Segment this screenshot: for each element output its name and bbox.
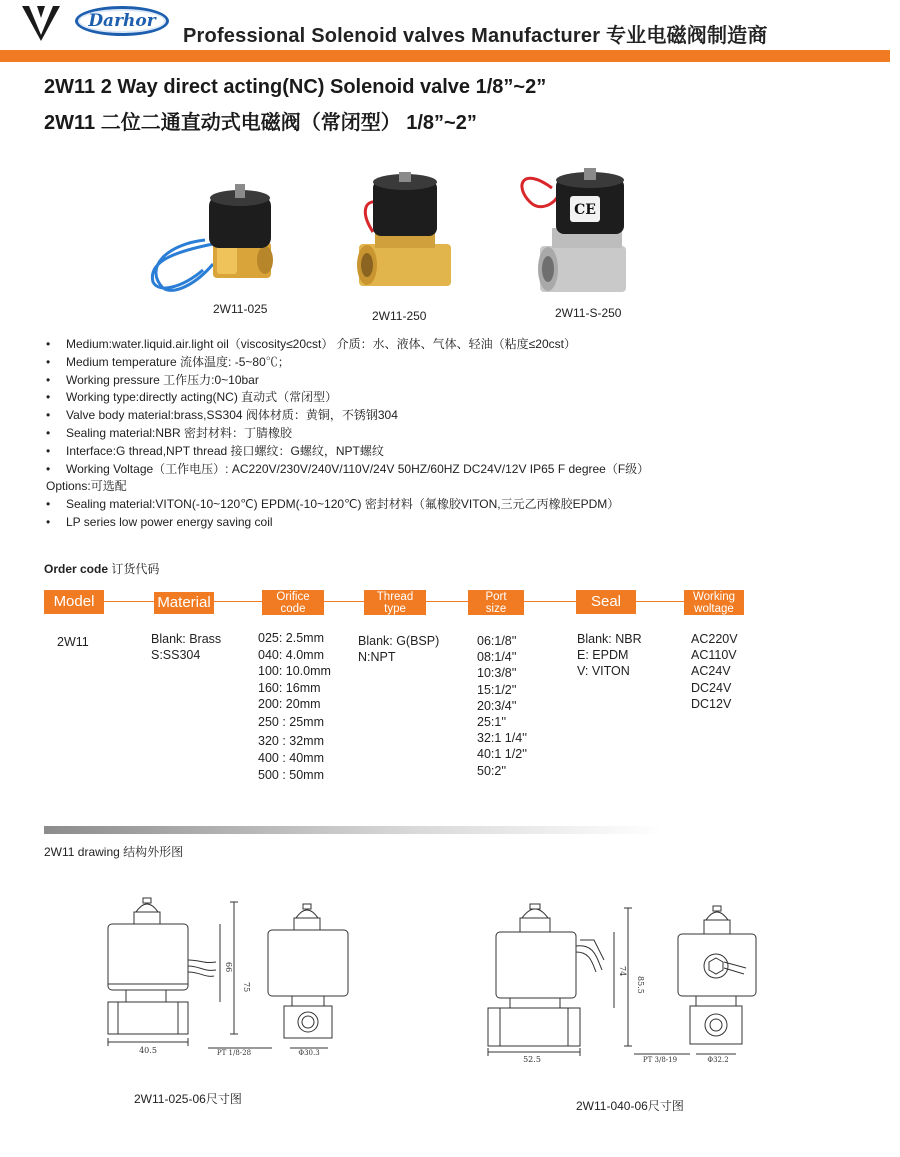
product-image-2w11-s-250 xyxy=(512,166,632,302)
port-value: 15:1/2'' xyxy=(477,682,517,697)
spec-text: Working type:directly acting(NC) 直动式（常闭型） xyxy=(66,390,338,405)
product-caption-3: 2W11-S-250 xyxy=(555,306,622,320)
spec-item xyxy=(44,372,864,390)
bullet: • xyxy=(46,337,51,351)
spec-text: Medium temperature 流体温度: -5~80℃； xyxy=(66,354,290,369)
bullet: • xyxy=(46,497,51,512)
option-item xyxy=(44,514,864,532)
bullet: • xyxy=(46,390,51,405)
port-value: 50:2'' xyxy=(477,763,507,778)
product-caption-2: 2W11-250 xyxy=(372,309,427,323)
port-value: 08:1/4'' xyxy=(477,650,517,665)
port-value: 20:3/4'' xyxy=(477,698,517,713)
header-accent-bar xyxy=(0,50,890,62)
orifice-value: 160: 16mm xyxy=(258,680,321,695)
thread-label-line1: Thread xyxy=(376,591,414,603)
dim-height-total: 75 xyxy=(242,982,251,993)
voltage-value: DC12V xyxy=(691,696,732,711)
voltage-value: AC24V xyxy=(691,664,731,679)
front-view xyxy=(108,898,251,1055)
port-value: 25:1'' xyxy=(477,715,507,730)
port-label-line1: Port xyxy=(485,591,507,603)
page-title-cn: 2W11 二位二通直动式电磁阀（常闭型） 1/8”~2” xyxy=(44,112,477,134)
product-image-2w11-025 xyxy=(143,182,283,300)
dim-diameter: Φ32.2 xyxy=(707,1056,729,1064)
spec-item xyxy=(44,443,864,461)
bullet: • xyxy=(46,408,51,423)
side-view xyxy=(634,906,756,1064)
orifice-value: 250 : 25mm xyxy=(258,715,325,729)
port-values xyxy=(477,633,527,779)
material-value: Blank: Brass xyxy=(151,632,222,646)
spec-item xyxy=(44,407,864,425)
drawing-2w11-025-06 xyxy=(96,892,376,1064)
spec-text: Working Voltage（工作电压）: AC220V/230V/240V/110V/24V 50HZ/60HZ DC24V/12V IP65 F degree（F级） xyxy=(66,461,650,476)
spec-text: Sealing material:NBR 密封材料：丁腈橡胶 xyxy=(66,425,293,440)
order-code-title-en: Order code xyxy=(44,562,109,576)
bullet: • xyxy=(46,461,51,476)
section-divider xyxy=(44,826,664,834)
ce-mark: CE xyxy=(574,202,596,218)
bullet: • xyxy=(46,354,51,369)
orifice-values xyxy=(258,631,331,784)
dim-diameter: Φ30.3 xyxy=(298,1049,320,1057)
seal-values xyxy=(577,631,642,679)
bullet: • xyxy=(46,372,51,387)
orifice-value: 100: 10.0mm xyxy=(258,664,331,678)
model-value: 2W11 xyxy=(57,635,89,649)
port-value: 06:1/8'' xyxy=(477,634,517,648)
spec-text: Working pressure 工作压力:0~10bar xyxy=(66,372,259,387)
dim-height-coil: 74 xyxy=(618,966,627,977)
bullet: • xyxy=(46,443,51,458)
voltage-label-line1: Working xyxy=(693,591,735,603)
voltage-value: AC110V xyxy=(691,648,737,663)
order-code-title xyxy=(44,560,159,577)
port-value: 32:1 1/4'' xyxy=(477,731,527,746)
spec-item xyxy=(44,354,864,372)
product-image-2w11-250 xyxy=(355,172,455,300)
orifice-label-line2: code xyxy=(280,603,306,615)
seal-value: V: VITON xyxy=(577,664,630,678)
brand-logo-icon xyxy=(20,4,62,42)
port-value: 40:1 1/2'' xyxy=(477,747,527,762)
orifice-value: 200: 20mm xyxy=(258,697,321,711)
model-values xyxy=(57,634,89,650)
spec-text: Valve body material:brass,SS304 阀体材质：黄铜，不锈钢304 xyxy=(66,408,398,423)
order-code-port-label xyxy=(468,590,524,615)
option-text: LP series low power energy saving coil xyxy=(66,514,273,529)
spec-list xyxy=(44,336,864,532)
dim-width: 52.5 xyxy=(523,1055,541,1064)
orifice-value: 040: 4.0mm xyxy=(258,647,325,662)
order-code-title-cn: 订货代码 xyxy=(111,562,160,576)
drawing-2w11-040-06 xyxy=(484,900,776,1070)
voltage-value: AC220V xyxy=(691,632,738,646)
spec-text: Medium:water.liquid.air.light oil（viscosity≤20cst） 介质：水、液体、气体、轻油（粘度≤20cst） xyxy=(66,337,576,351)
thread-value: Blank: G(BSP) xyxy=(358,634,440,648)
spec-item xyxy=(44,336,864,354)
thread-value: N:NPT xyxy=(358,650,396,664)
bullet: • xyxy=(46,514,51,529)
dim-thread: PT 3/8-19 xyxy=(642,1056,678,1064)
spec-item xyxy=(44,425,864,443)
option-item xyxy=(44,496,864,514)
dim-height-total: 85.5 xyxy=(636,976,645,994)
drawing-caption-right: 2W11-040-06尺寸图 xyxy=(576,1099,684,1113)
material-value: S:SS304 xyxy=(151,648,201,662)
options-label: Options:可选配 xyxy=(46,479,127,494)
page-header xyxy=(0,0,900,64)
order-code-thread-label xyxy=(364,590,426,615)
drawing-caption-left: 2W11-025-06尺寸图 xyxy=(134,1092,242,1106)
bullet: • xyxy=(46,425,51,440)
orifice-label-line1: Orifice xyxy=(276,591,310,603)
spec-item xyxy=(44,389,864,407)
order-code-voltage-label xyxy=(684,590,744,615)
seal-value: Blank: NBR xyxy=(577,632,642,646)
brand-name: Darhor xyxy=(88,11,156,31)
side-view xyxy=(208,904,348,1057)
seal-value: E: EPDM xyxy=(577,648,629,662)
header-title: Professional Solenoid valves Manufacturer 专业电磁阀制造商 xyxy=(183,25,768,47)
thread-label-line2: type xyxy=(384,603,406,615)
order-code-seal-label: Seal xyxy=(576,590,636,614)
order-code-orifice-label xyxy=(262,590,324,615)
orifice-value: 500 : 50mm xyxy=(258,767,325,782)
port-value: 10:3/8'' xyxy=(477,666,517,681)
voltage-values xyxy=(691,631,738,712)
port-label-line2: size xyxy=(485,603,507,615)
dim-thread: PT 1/8-28 xyxy=(216,1049,252,1057)
dim-width: 40.5 xyxy=(139,1046,157,1055)
orifice-value: 025: 2.5mm xyxy=(258,631,325,645)
orifice-value: 320 : 32mm xyxy=(258,734,325,748)
product-caption-1: 2W11-025 xyxy=(213,302,268,316)
brand-logo xyxy=(75,6,169,36)
drawing-title: 2W11 drawing 结构外形图 xyxy=(44,845,184,859)
option-text: Sealing material:VITON(-10~120℃) EPDM(-10~120℃) 密封材料（氟橡胶VITON,三元乙丙橡胶EPDM） xyxy=(66,497,620,512)
page-title-en: 2W11 2 Way direct acting(NC) Solenoid valve 1/8”~2” xyxy=(44,76,547,98)
order-code-material-label: Material xyxy=(154,592,214,614)
front-view xyxy=(488,904,645,1064)
orifice-value: 400 : 40mm xyxy=(258,751,325,765)
order-code-model-label: Model xyxy=(44,590,104,614)
voltage-label-line2: woltage xyxy=(694,603,734,615)
spec-item xyxy=(44,461,864,479)
voltage-value: DC24V xyxy=(691,680,732,695)
dim-height-coil: 66 xyxy=(224,962,233,973)
thread-values xyxy=(358,633,439,665)
spec-text: Interface:G thread,NPT thread 接口螺纹：G螺纹，NPT螺纹 xyxy=(66,443,384,458)
material-values xyxy=(151,631,221,663)
